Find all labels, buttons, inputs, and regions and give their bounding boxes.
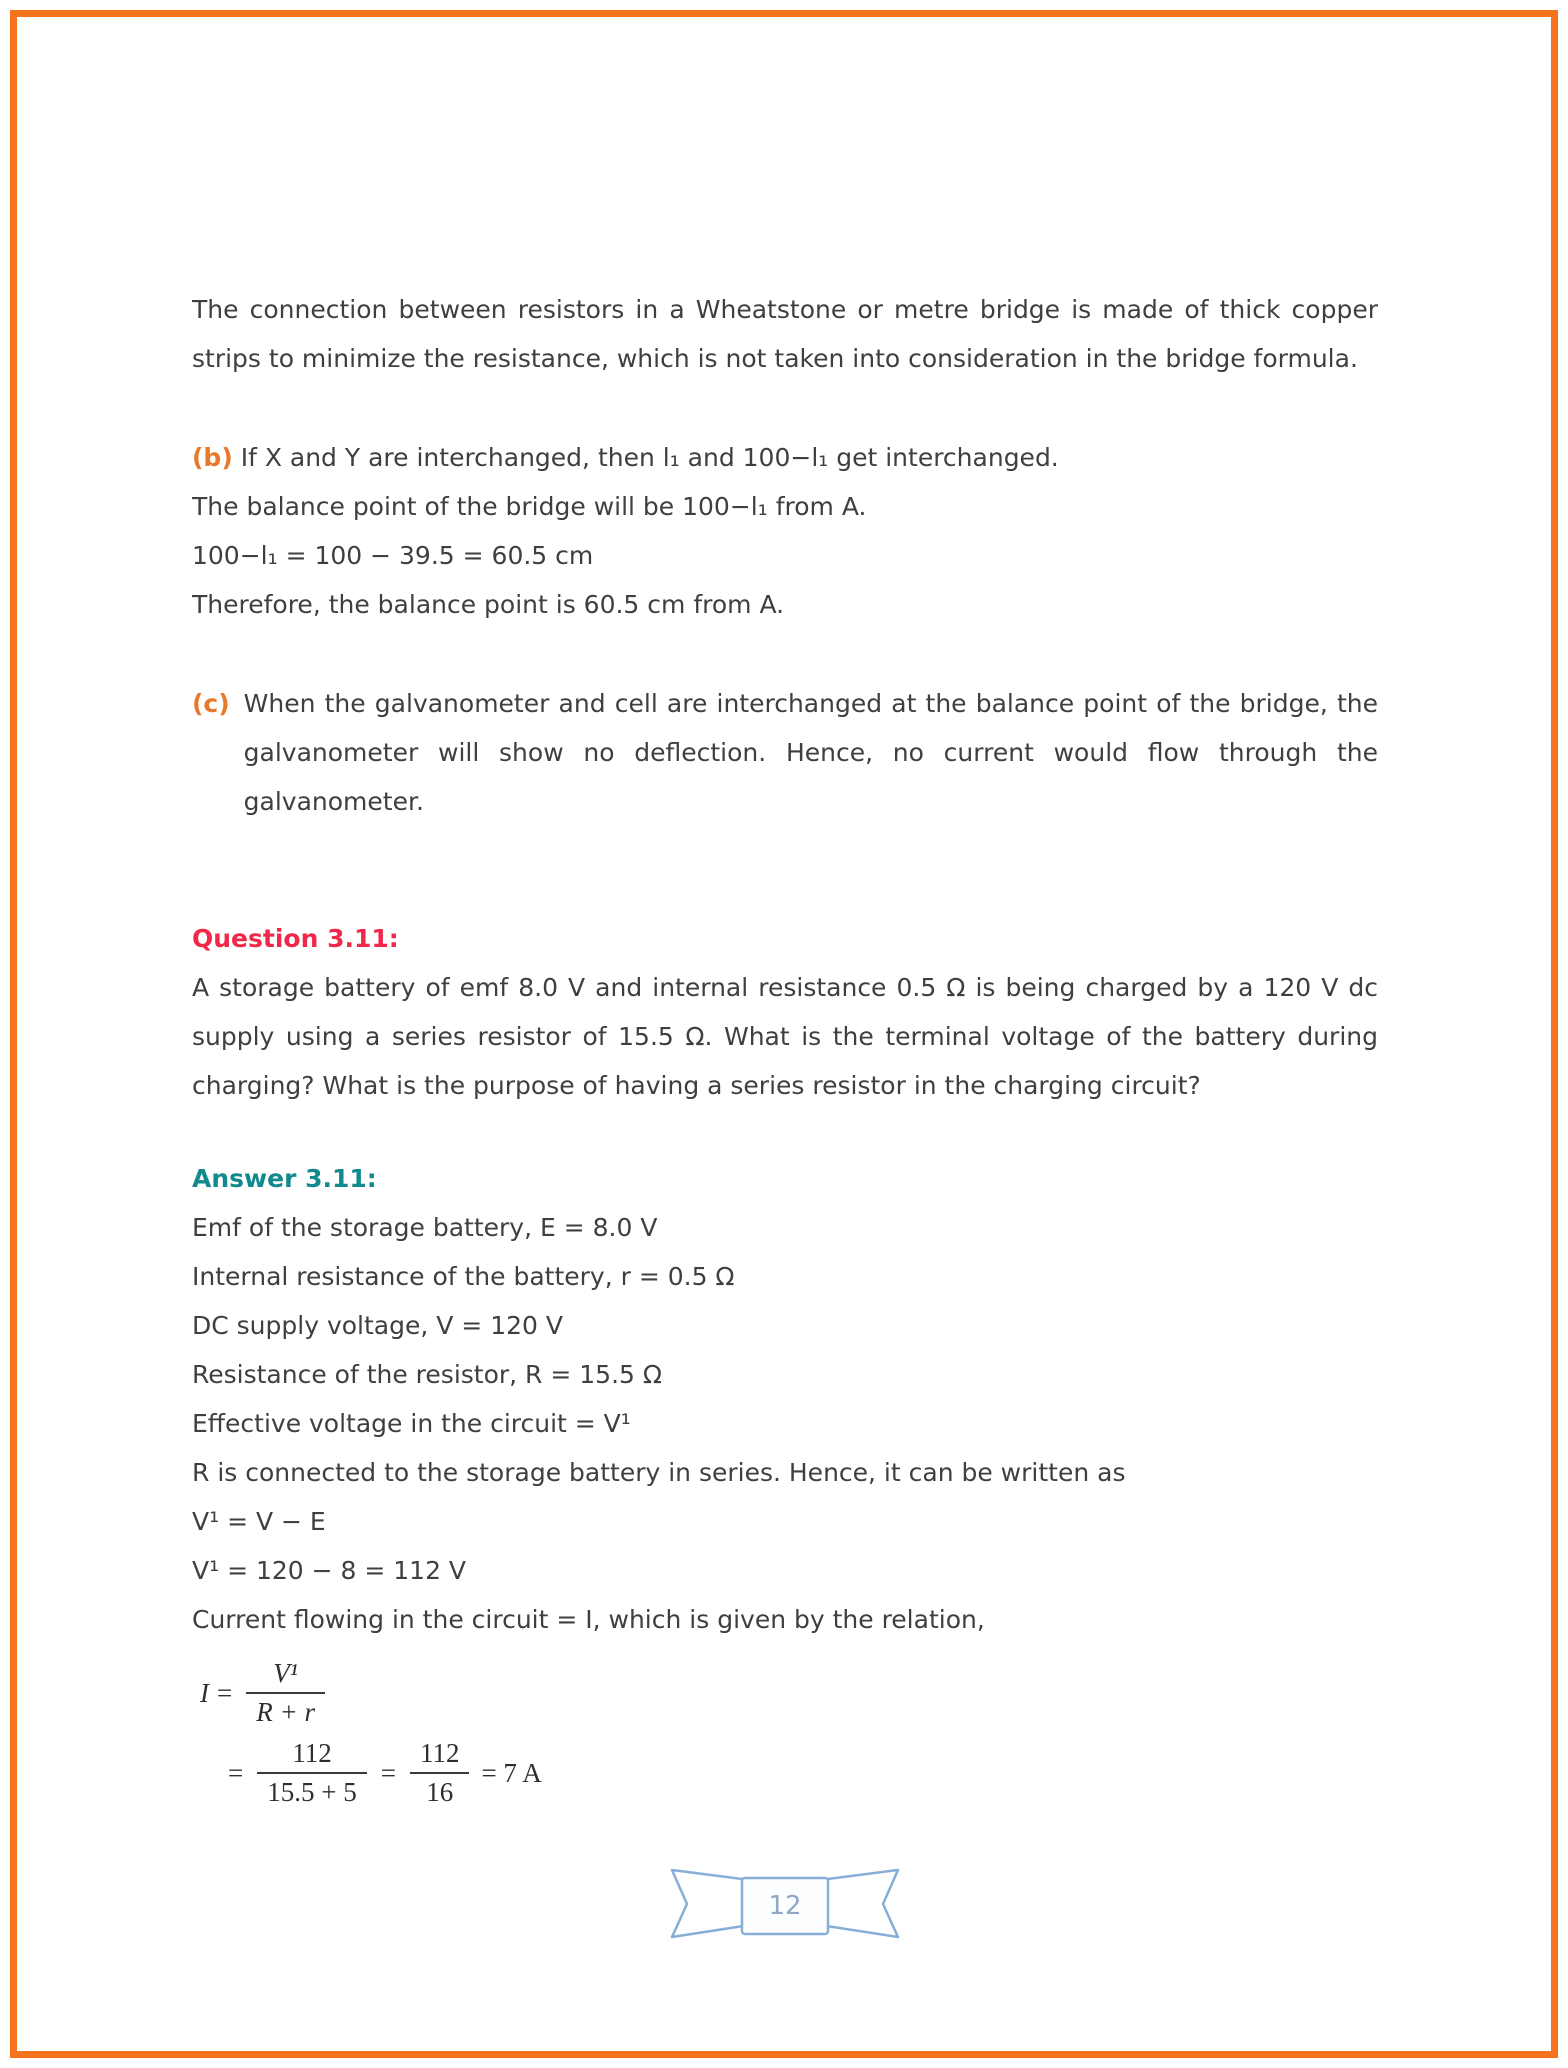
fraction-denominator: 15.5 + 5 [267, 1777, 357, 1807]
fraction-denominator: R + r [256, 1697, 315, 1727]
formula-block [192, 1658, 1378, 1808]
fraction-numerator: 112 [410, 1738, 470, 1774]
part-b-line-2: The balance point of the bridge will be 100−l₁ from A. [192, 492, 867, 521]
part-b-line-1 [192, 433, 1378, 482]
ribbon-left-tail-icon [672, 1870, 750, 1937]
formula-line-1 [192, 1658, 1378, 1728]
answer-line: Internal resistance of the battery, r = 0.5 Ω [192, 1262, 735, 1291]
fraction [246, 1658, 325, 1728]
formula-result: = 7 A [481, 1757, 542, 1788]
part-b-section [192, 433, 1378, 629]
part-b-line-1-text: If X and Y are interchanged, then l₁ and 100−l₁ get interchanged. [240, 443, 1059, 472]
answer-line: R is connected to the storage battery in series. Hence, it can be written as [192, 1458, 1126, 1487]
equals-sign: = [228, 1757, 244, 1788]
fraction-denominator: 16 [426, 1777, 454, 1807]
fraction-numerator: V¹ [246, 1658, 325, 1694]
answer-line: V¹ = V − E [192, 1507, 326, 1536]
answer-line: Current flowing in the circuit = I, which is given by the relation, [192, 1605, 985, 1634]
page-number: 12 [768, 1890, 802, 1921]
answer-line: Resistance of the resistor, R = 15.5 Ω [192, 1360, 662, 1389]
fraction [257, 1738, 366, 1808]
part-c-section [192, 679, 1378, 826]
part-b-label: (b) [192, 443, 233, 472]
answer-line: Emf of the storage battery, E = 8.0 V [192, 1213, 658, 1242]
answer-line: Effective voltage in the circuit = V¹ [192, 1409, 631, 1438]
answer-line: DC supply voltage, V = 120 V [192, 1311, 563, 1340]
page-ribbon [660, 1866, 910, 1946]
page-ribbon-container [192, 1866, 1378, 1946]
part-b-line-4: Therefore, the balance point is 60.5 cm from A. [192, 590, 785, 619]
answer-section [192, 1154, 1378, 1644]
answer-heading: Answer 3.11: [192, 1164, 377, 1193]
ribbon-right-tail-icon [820, 1870, 898, 1937]
question-text: A storage battery of emf 8.0 V and internal resistance 0.5 Ω is being charged by a 120 V dc supply using a series resistor of 15.5 Ω. What is the terminal voltage of the battery during charging? What is the purpose of having a series resistor in the charging circuit? [192, 973, 1378, 1100]
part-c-text: When the galvanometer and cell are interchanged at the balance point of the bridge, the galvanometer will show no deflection. Hence, no current would flow through the galvanometer. [243, 689, 1378, 816]
part-c-label: (c) [192, 689, 230, 718]
equals-sign: = [380, 1757, 396, 1788]
fraction-numerator: 112 [257, 1738, 366, 1774]
current-variable: I [200, 1677, 209, 1708]
intro-paragraph: The connection between resistors in a Wheatstone or metre bridge is made of thick copper strips to minimize the resistance, which is not taken into consideration in the bridge formula. [192, 295, 1378, 373]
question-heading: Question 3.11: [192, 924, 399, 953]
formula-line-2 [192, 1738, 1378, 1808]
part-b-line-3: 100−l₁ = 100 − 39.5 = 60.5 cm [192, 541, 594, 570]
answer-line: V¹ = 120 − 8 = 112 V [192, 1556, 467, 1585]
equals-sign: = [217, 1677, 233, 1708]
question-section [192, 914, 1378, 1110]
fraction [410, 1738, 470, 1808]
